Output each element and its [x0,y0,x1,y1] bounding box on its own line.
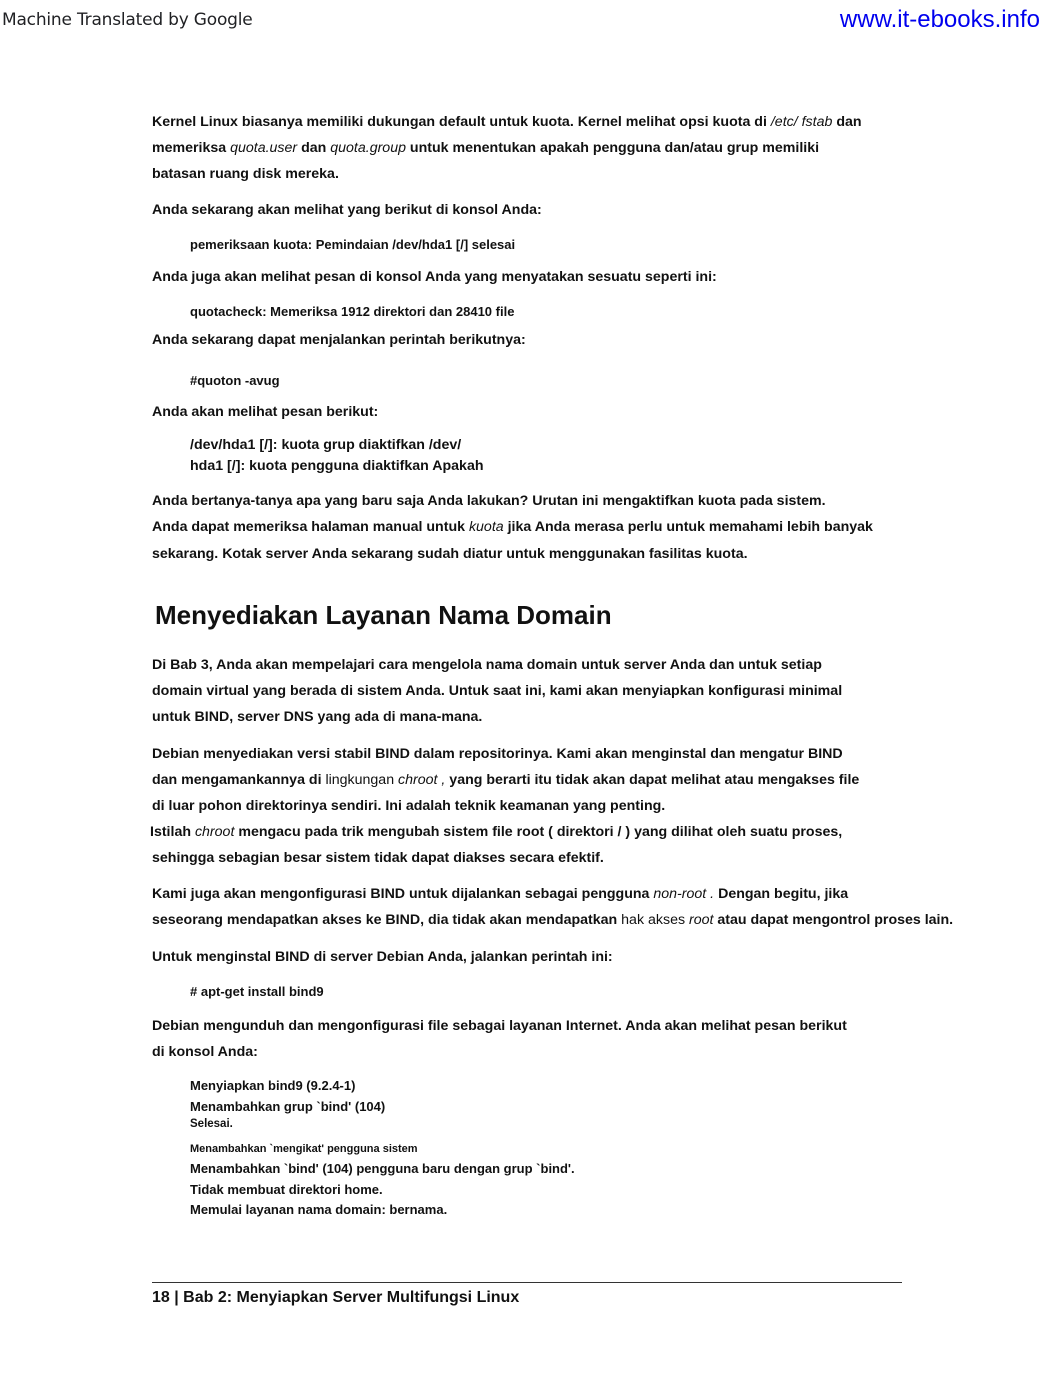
paragraph-line: Anda sekarang dapat menjalankan perintah berikutnya: [152,332,526,348]
term-chroot: chroot , [398,772,446,788]
paragraph-line: Debian mengunduh dan mengonfigurasi file sebagai layanan Internet. Anda akan melihat pesan berikut [152,1018,847,1034]
paragraph-line: Untuk menginstal BIND di server Debian Anda, jalankan perintah ini: [152,949,613,965]
term-non-root: non-root . [653,886,715,902]
code-line: Selesai. [190,1118,233,1130]
code-line: Menambahkan `bind' (104) pengguna baru dengan grup `bind'. [190,1161,575,1176]
text-span: Kernel Linux biasanya memiliki dukungan default untuk kuota. Kernel melihat opsi kuota di [152,114,771,130]
text-span: yang berarti itu tidak akan dapat melihat atau mengakses file [445,772,860,788]
paragraph-line: untuk BIND, server DNS yang ada di mana-mana. [152,709,483,725]
code-line: Tidak membuat direktori home. [190,1182,383,1197]
paragraph-line: domain virtual yang berada di sistem Anda. Untuk saat ini, kami akan menyiapkan konfigurasi minimal [152,683,843,699]
paragraph-line [152,139,819,157]
footer-divider [152,1282,902,1283]
code-line: /dev/hda1 [/]: kuota grup diaktifkan /dev/ [190,437,462,453]
paragraph-line: Di Bab 3, Anda akan mempelajari cara mengelola nama domain untuk server Anda dan untuk setiap [152,657,822,673]
paragraph-line [152,771,859,789]
text-span: memeriksa [152,140,231,156]
code-line: hda1 [/]: kuota pengguna diaktifkan Apakah [190,458,484,474]
term-kuota: kuota [468,519,504,535]
text-span: atau dapat mengontrol proses lain. [713,912,954,928]
text-span: dan [297,140,331,156]
term-root: root [689,912,714,928]
site-link[interactable]: www.it-ebooks.info [839,6,1040,33]
text-span: dan mengamankannya di [152,772,326,788]
code-line: Memulai layanan nama domain: bernama. [190,1202,448,1217]
file-quota-group: quota.group [330,140,406,156]
text-span: lingkungan [325,772,399,788]
paragraph-line: sekarang. Kotak server Anda sekarang sudah diatur untuk menggunakan fasilitas kuota. [152,546,748,562]
path-etc-fstab: /etc/ fstab [770,114,833,130]
paragraph-line: Anda bertanya-tanya apa yang baru saja Anda lakukan? Urutan ini mengaktifkan kuota pada sistem. [152,493,826,509]
code-line: # apt-get install bind9 [190,984,324,999]
paragraph-line: di konsol Anda: [152,1044,258,1060]
file-quota-user: quota.user [230,140,298,156]
section-heading: Menyediakan Layanan Nama Domain [155,600,612,630]
paragraph-line: sehingga sebagian besar sistem tidak dapat diakses secara efektif. [152,850,604,866]
paragraph-line: Anda akan melihat pesan berikut: [152,404,379,420]
text-span: untuk menentukan apakah pengguna dan/atau grup memiliki [405,140,820,156]
page-footer: 18 | Bab 2: Menyiapkan Server Multifungsi Linux [152,1289,520,1306]
code-line: Menambahkan grup `bind' (104) [190,1099,386,1114]
paragraph-line [152,518,873,536]
paragraph-line: Anda juga akan melihat pesan di konsol Anda yang menyatakan sesuatu seperti ini: [152,269,717,285]
text-span: hak akses [621,912,689,928]
code-line: Menyiapkan bind9 (9.2.4-1) [190,1078,356,1093]
text-span: Istilah [150,824,195,840]
text-span: Kami juga akan mengonfigurasi BIND untuk dijalankan sebagai pengguna [152,886,654,902]
text-span: seseorang mendapatkan akses ke BIND, dia tidak akan mendapatkan [152,912,622,928]
code-line: pemeriksaan kuota: Pemindaian /dev/hda1 [/] selesai [190,237,516,252]
paragraph-line [150,823,842,841]
text-span: Anda dapat memeriksa halaman manual untuk [152,519,469,535]
text-span: mengacu pada trik mengubah sistem file root ( direktori / ) yang dilihat oleh suatu proses, [234,824,843,840]
term-chroot: chroot [194,824,235,840]
paragraph-line: Debian menyediakan versi stabil BIND dalam repositorinya. Kami akan menginstal dan mengatur BIND [152,746,843,762]
text-span: Dengan begitu, jika [714,886,849,902]
paragraph-line: Anda sekarang akan melihat yang berikut di konsol Anda: [152,202,542,218]
paragraph-line: batasan ruang disk mereka. [152,166,339,182]
paragraph-line [152,911,953,929]
paragraph-line: di luar pohon direktorinya sendiri. Ini adalah teknik keamanan yang penting. [152,798,666,814]
machine-translated-label: Machine Translated by Google [2,10,253,30]
code-line: quotacheck: Memeriksa 1912 direktori dan 28410 file [190,304,515,319]
code-line: Menambahkan `mengikat' pengguna sistem [190,1143,418,1155]
paragraph-line [152,113,862,131]
code-line: #quoton -avug [190,373,280,388]
text-span: jika Anda merasa perlu untuk memahami lebih banyak [503,519,873,535]
text-span: dan [832,114,862,130]
paragraph-line [152,885,848,903]
